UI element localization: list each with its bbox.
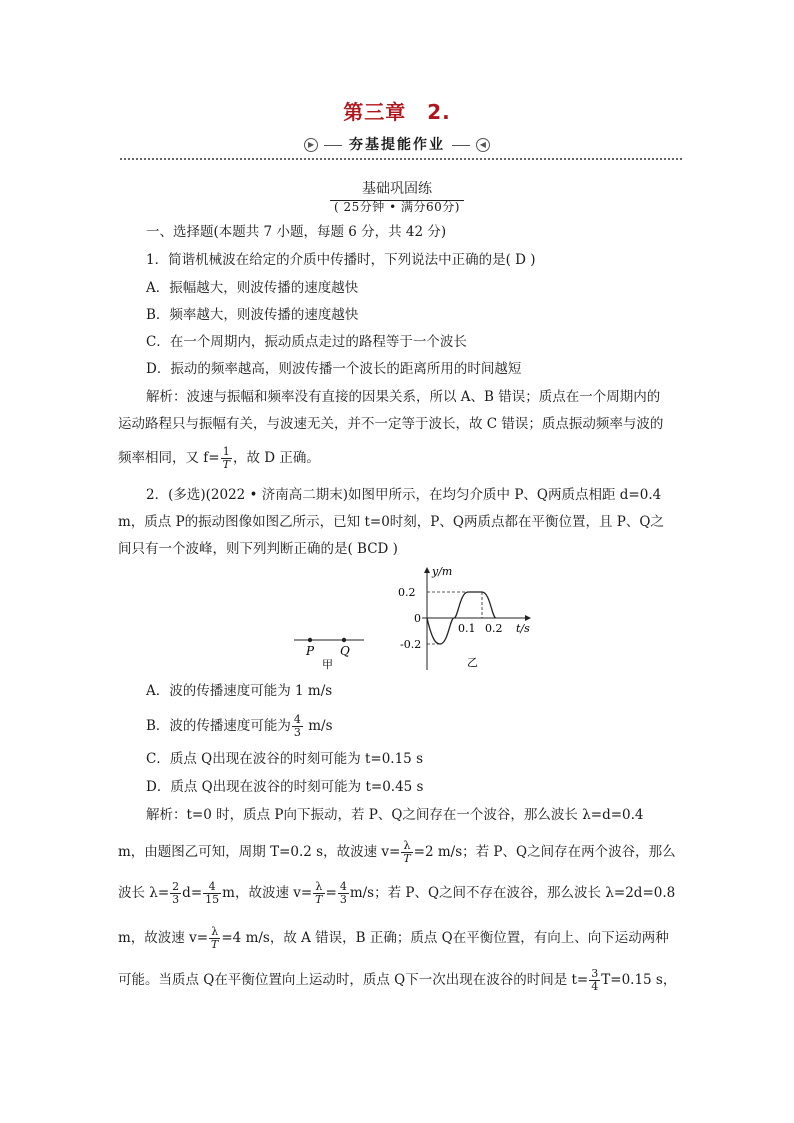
q1-option-a: A．振幅越大，则波传播的速度越快 xyxy=(146,280,359,296)
section-title: 基础巩固练 xyxy=(0,178,794,201)
frac-2-3: $\frac{2}{3}$ xyxy=(172,880,180,906)
frac-lambda-t-2: $\frac{\lambda}{T}$ xyxy=(315,880,323,906)
q2-analysis-line3: 波长 λ= $\frac{2}{3}$ d= $\frac{4}{15}$ m，故波速 v= $\frac{\lambda}{T}$ = $\frac{4}{3}$ m/s；若 P、Q之间不存在波谷，那么波长 λ=2d=0.8 xyxy=(118,880,676,906)
x-tick-1: 0.1 xyxy=(458,622,476,635)
frac-4-15: $\frac{4}{15}$ xyxy=(205,880,220,906)
q2-stem-line2: m，质点 P的振动图像如图乙所示，已知 t=0时刻，P、Q两质点都在平衡位置，且 P、Q之 xyxy=(118,514,664,530)
banner-tail-left xyxy=(324,145,342,146)
q2-option-d: D．质点 Q出现在波谷的时刻可能为 t=0.45 s xyxy=(146,779,424,795)
figure-jia xyxy=(290,628,370,674)
frac-lambda-t: $\frac{\lambda}{T}$ xyxy=(403,839,411,865)
y-tick-top: 0.2 xyxy=(398,586,416,599)
caption-yi: 乙 xyxy=(467,656,478,669)
q1-analysis-line2: 运动路程只与振幅有关，与波速无关，并不一定等于波长，故 C 错误；质点振动频率与波的 xyxy=(118,416,664,432)
homework-banner xyxy=(0,134,794,154)
q2-analysis-line2: m，由题图乙可知，周期 T=0.2 s，故波速 v= $\frac{\lambda}{T}$ =2 m/s；若 P、Q之间存在两个波谷，那么 xyxy=(118,839,676,865)
play-left-icon: ◀ xyxy=(476,138,490,152)
play-right-icon: ▶ xyxy=(304,138,318,152)
point-q xyxy=(342,638,346,642)
frac-3-4: $\frac{3}{4}$ xyxy=(591,967,599,993)
q2-analysis-line4: m，故波速 v= $\frac{\lambda}{T}$ =4 m/s，故 A 错误，B 正确；质点 Q在平衡位置，有向上、向下运动两种 xyxy=(118,925,669,951)
chapter-title: 第三章 2. xyxy=(343,100,451,124)
q1-option-b: B．频率越大，则波传播的速度越快 xyxy=(146,307,359,323)
frac-1-over-t: $\frac{1}{T}$ xyxy=(222,445,230,471)
label-q: Q xyxy=(340,644,350,658)
q2-option-b: B．波的传播速度可能为 $\frac{4}{3}$ m/s xyxy=(146,713,333,739)
point-p xyxy=(308,638,312,642)
section-intro: 一、选择题(本题共 7 小题，每题 6 分，共 42 分) xyxy=(146,224,447,240)
y-tick-bottom: -0.2 xyxy=(400,638,422,651)
x-axis-label: t/s xyxy=(516,622,530,635)
q2-stem-line1: 2．(多选)(2022 • 济南高二期末)如图甲所示，在均匀介质中 P、Q两质点相距 d=0.4 xyxy=(146,487,662,503)
frac-lambda-t-3: $\frac{\lambda}{T}$ xyxy=(211,925,219,951)
q2-analysis-line1: 解析：t=0 时，质点 P向下振动，若 P、Q之间存在一个波谷，那么波长 λ=d=0.4 xyxy=(146,807,644,823)
q1-option-c: C．在一个周期内，振动质点走过的路程等于一个波长 xyxy=(146,334,467,350)
x-tick-2: 0.2 xyxy=(485,622,503,635)
q1-analysis-line1: 解析：波速与振幅和频率没有直接的因果关系，所以 A、B 错误；质点在一个周期内的 xyxy=(146,389,661,405)
banner-dotted-rule xyxy=(120,158,682,160)
caption-jia: 甲 xyxy=(322,658,333,671)
q1-stem: 1．简谐机械波在给定的介质中传播时，下列说法中正确的是( D ) xyxy=(146,252,536,268)
q2-stem-line3: 间只有一个波峰，则下列判断正确的是( BCD ) xyxy=(118,541,398,557)
y-tick-zero: 0 xyxy=(414,612,421,625)
banner-text: 夯基提能作业 xyxy=(349,137,445,153)
q1-analysis-line3: 频率相同，又 f= $\frac{1}{T}$ ，故 D 正确。 xyxy=(118,445,320,471)
frac-4-3-b: $\frac{4}{3}$ xyxy=(339,880,347,906)
banner-tail-right xyxy=(452,145,470,146)
section-meta: ( 25分钟 • 满分60分) xyxy=(334,200,460,214)
q2-analysis-line5: 可能。当质点 Q在平衡位置向上运动时，质点 Q下一次出现在波谷的时间是 t= $\frac{3}{4}$ T=0.15 s， xyxy=(118,967,677,993)
q2-option-c: C．质点 Q出现在波谷的时刻可能为 t=0.15 s xyxy=(146,751,423,767)
q2-option-a: A．波的传播速度可能为 1 m/s xyxy=(146,683,333,699)
figure-yi xyxy=(370,562,540,674)
label-p: P xyxy=(306,644,315,658)
q1-option-d: D．振动的频率越高，则波传播一个波长的距离所用的时间越短 xyxy=(146,361,522,377)
banner-pill xyxy=(294,137,500,153)
y-axis-label: y/m xyxy=(432,565,453,578)
frac-4-over-3: $\frac{4}{3}$ xyxy=(293,713,301,739)
